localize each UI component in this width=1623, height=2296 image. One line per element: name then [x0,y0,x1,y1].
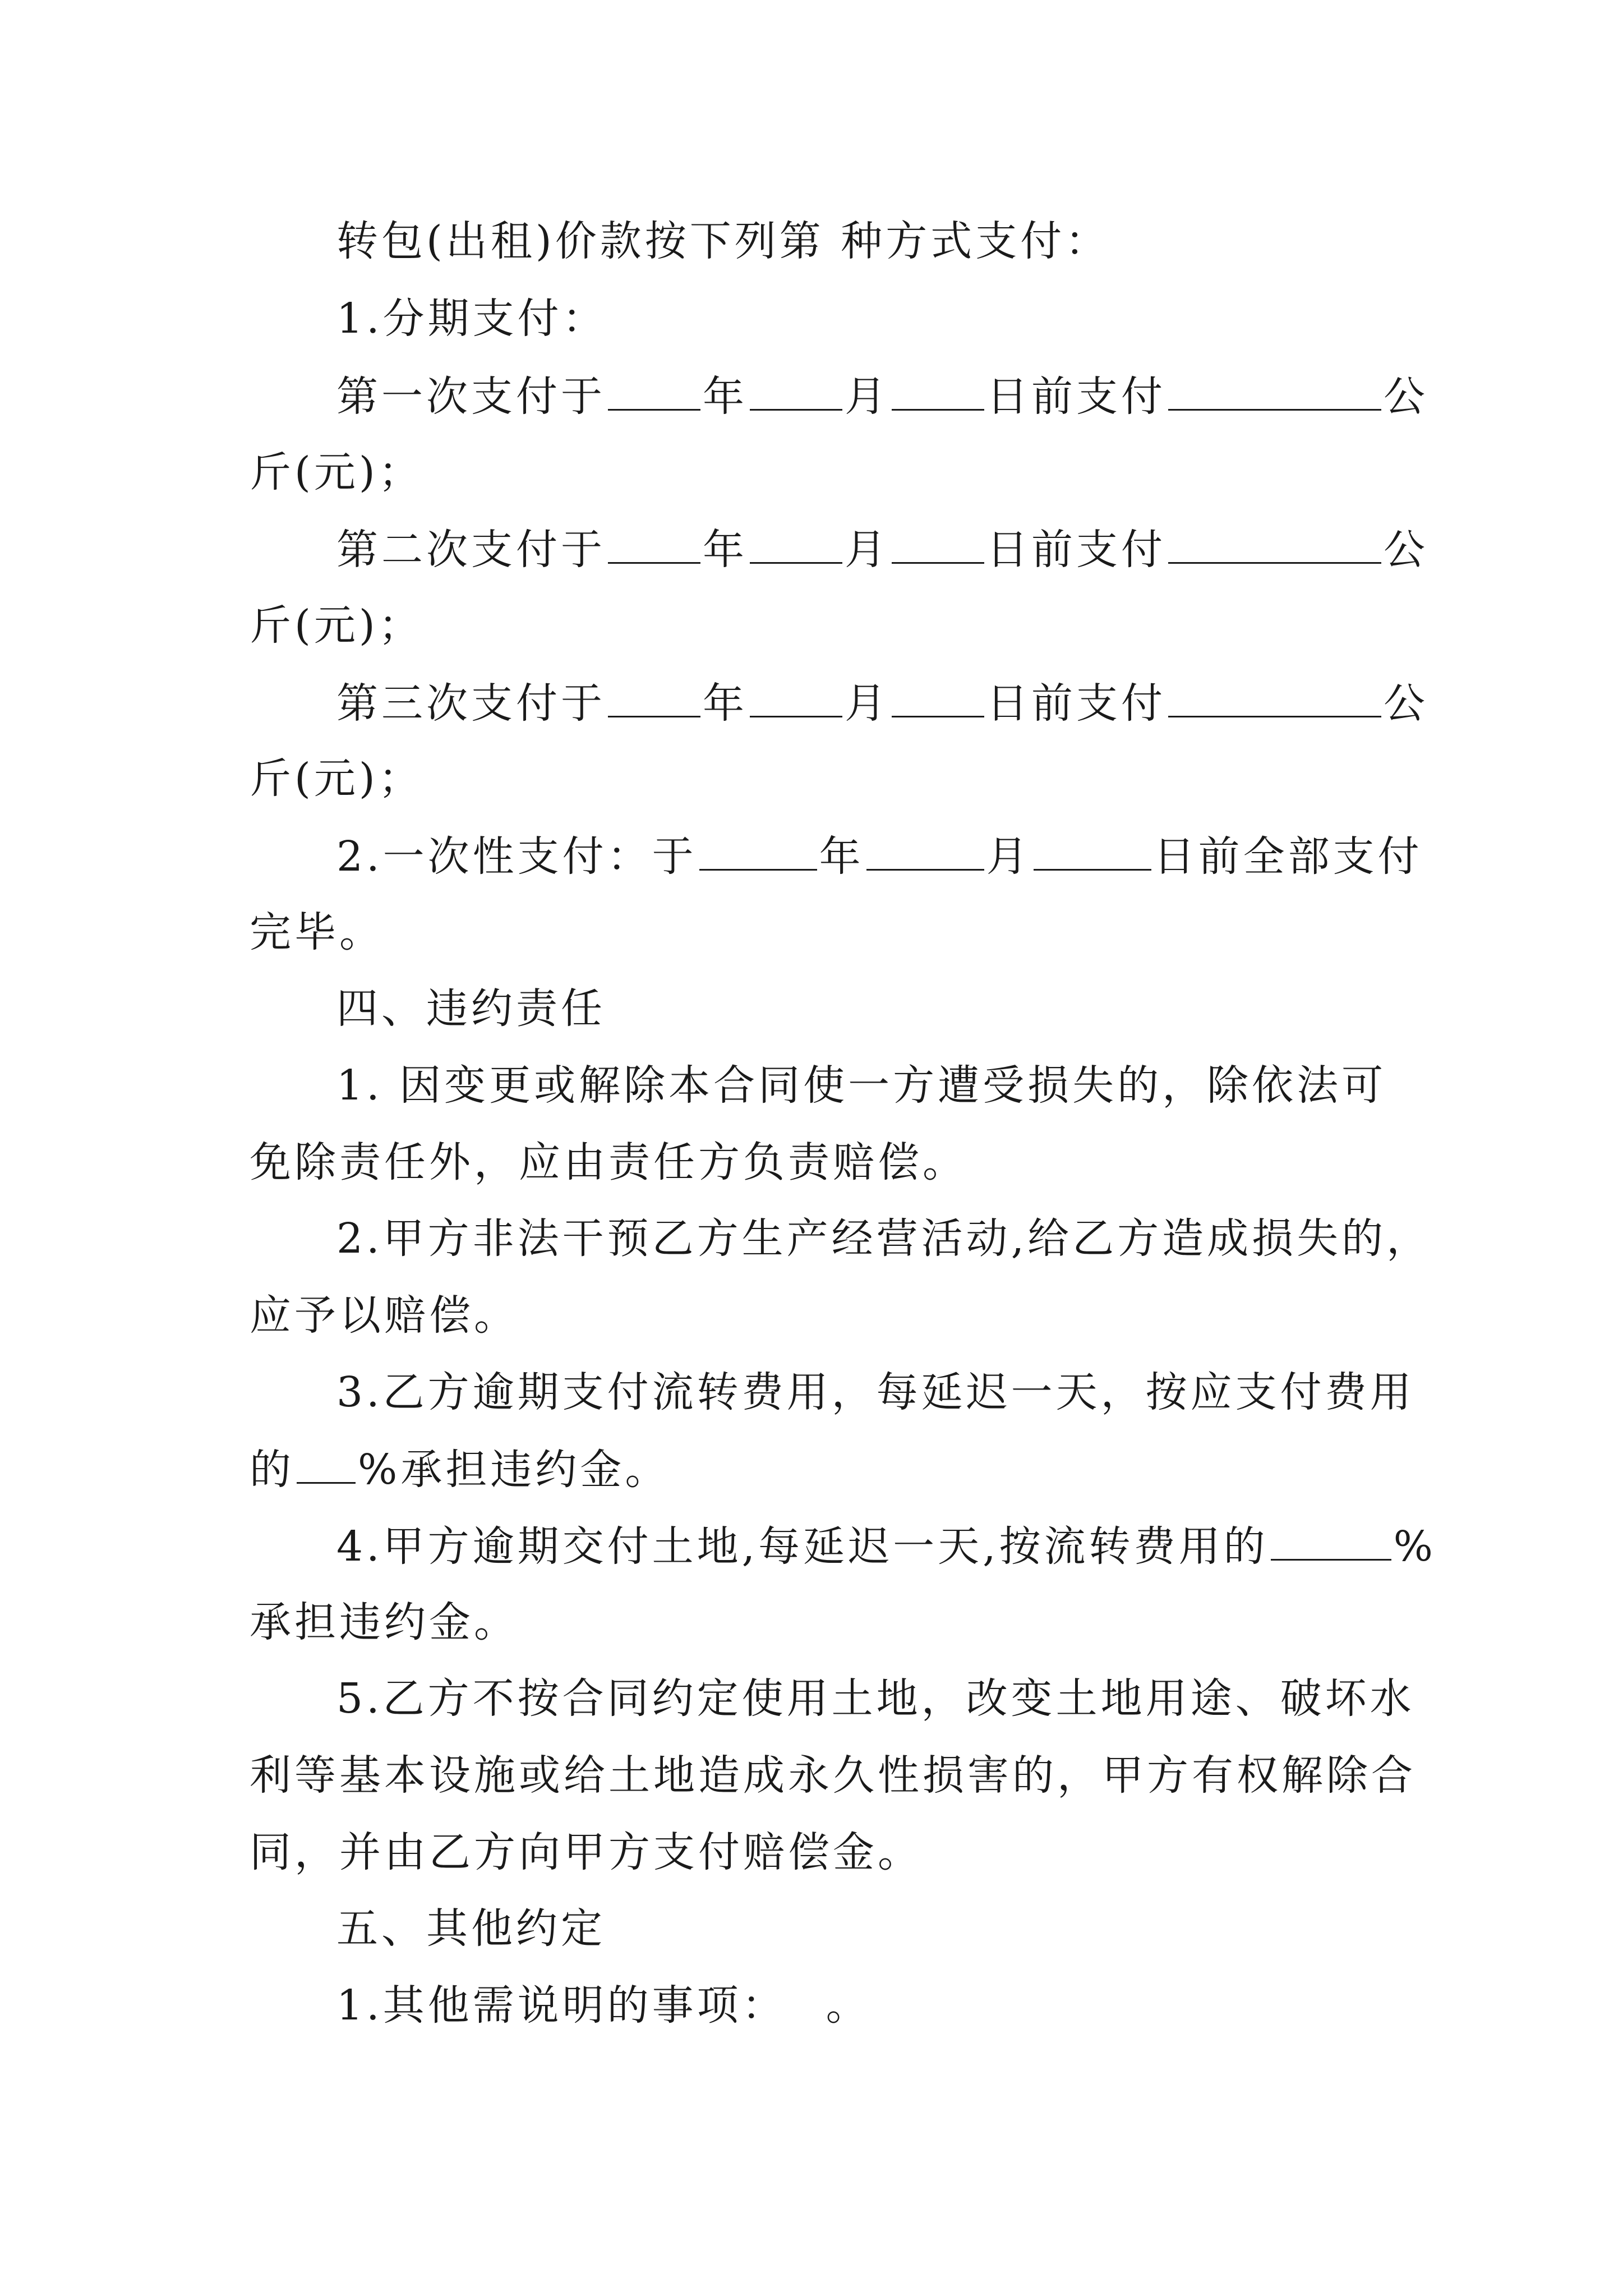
installment-3-unit-text: 斤(元)； [250,754,423,803]
installment-2-unit-text: 斤(元)； [250,601,423,650]
breach-clause-1-line-1 [0,1057,1623,1114]
installment-3-month-blank[interactable] [750,674,842,717]
payment-method-line [0,213,1623,269]
breach-clause-2-text-2: 应予以赔偿。 [250,1291,519,1340]
installment-1-year-blank[interactable] [608,367,700,411]
breach-clause-5-line-3 [0,1824,1623,1880]
breach-clause-2-line-1 [0,1211,1623,1267]
breach-clause-1-text-1: 1. 因变更或解除本合同使一方遭受损失的，除依法可 [336,1061,1387,1110]
breach-clause-4-text-1-post: % [1393,1522,1436,1571]
breach-clause-3-line-2 [0,1441,1623,1497]
lump-sum-line [0,827,1623,884]
installment-2-month-label: 月 [845,526,889,574]
breach-clause-4-percent-blank[interactable] [1271,1517,1391,1561]
installment-3-day-blank[interactable] [892,674,984,717]
payment-method-text: 转包(出租)价款按下列第 种方式支付： [336,217,1110,265]
installment-1-day-label: 日前支付 [986,372,1166,421]
installment-2-line [0,521,1623,577]
breach-clause-1-text-2: 免除责任外，应由责任方负责赔偿。 [250,1138,967,1186]
breach-clause-5-text-1: 5.乙方不按合同约定使用土地，改变土地用途、破坏水 [336,1674,1415,1723]
installment-3-day-label: 日前支付 [986,679,1166,728]
installment-3-prefix: 第三次支付于 [336,679,606,728]
installment-2-amount-blank[interactable] [1168,521,1381,564]
breach-clause-4-line-2 [0,1594,1623,1650]
installment-2-year-blank[interactable] [608,521,700,564]
lump-sum-month-label: 月 [986,832,1031,881]
installment-1-day-blank[interactable] [892,367,984,411]
section-5-heading [0,1901,1623,1957]
lump-sum-prefix: 2.一次性支付：于 [336,832,697,881]
section-4-heading-text: 四、违约责任 [336,984,606,1033]
installment-1-line [0,367,1623,424]
installment-3-amount-blank[interactable] [1168,674,1381,717]
installment-heading [0,291,1623,347]
breach-clause-2-line-2 [0,1287,1623,1343]
installment-1-unit-cont [0,444,1623,500]
installment-2-month-blank[interactable] [750,521,842,564]
installment-1-unit: 公 [1384,372,1428,421]
breach-clause-4-text-2: 承担违约金。 [250,1598,519,1646]
breach-clause-4-text-1-pre: 4.甲方逾期交付土地,每延迟一天,按流转费用的 [336,1522,1269,1571]
breach-clause-5-text-3: 同，并由乙方向甲方支付赔偿金。 [250,1828,923,1876]
breach-clause-4-line-1 [0,1517,1623,1573]
breach-clause-2-text-1: 2.甲方非法干预乙方生产经营活动,给乙方造成损失的， [336,1214,1432,1263]
installment-2-day-blank[interactable] [892,521,984,564]
installment-3-unit-cont [0,751,1623,807]
installment-3-year-label: 年 [703,679,748,728]
installment-3-line [0,674,1623,730]
breach-clause-3-line-1 [0,1364,1623,1420]
other-clause-1-text-post: 。 [826,1981,871,2030]
installment-2-unit-cont [0,597,1623,654]
breach-clause-1-line-2 [0,1134,1623,1190]
installment-heading-text: 1.分期支付： [336,295,607,343]
breach-clause-5-line-1 [0,1671,1623,1727]
installment-3-month-label: 月 [845,679,889,728]
lump-sum-year-label: 年 [819,832,864,881]
installment-1-month-blank[interactable] [750,367,842,411]
breach-clause-3-text-2-pre: 的 [250,1446,294,1494]
breach-clause-3-percent-blank[interactable] [297,1441,356,1484]
installment-2-prefix: 第二次支付于 [336,526,606,574]
lump-sum-year-blank[interactable] [699,827,817,871]
lump-sum-day-label: 日前全部支付 [1153,832,1423,881]
breach-clause-5-text-2: 利等基本设施或给土地造成永久性损害的，甲方有权解除合 [250,1751,1416,1800]
section-5-heading-text: 五、其他约定 [336,1904,606,1953]
other-clause-1-text-pre: 1.其他需说明的事项： [336,1981,787,2030]
installment-3-year-blank[interactable] [608,674,700,717]
lump-sum-cont-text: 完毕。 [250,908,384,956]
lump-sum-day-blank[interactable] [1034,827,1151,871]
section-4-heading [0,981,1623,1037]
lump-sum-month-blank[interactable] [866,827,984,871]
installment-2-day-label: 日前支付 [986,526,1166,574]
installment-1-unit-text: 斤(元)； [250,448,423,496]
installment-3-unit: 公 [1384,679,1428,728]
breach-clause-3-text-1: 3.乙方逾期支付流转费用，每延迟一天，按应支付费用 [336,1368,1415,1416]
installment-1-month-label: 月 [845,372,889,421]
other-clause-1-line [0,1977,1623,2033]
installment-1-prefix: 第一次支付于 [336,372,606,421]
installment-1-year-label: 年 [703,372,748,421]
installment-1-amount-blank[interactable] [1168,367,1381,411]
installment-2-unit: 公 [1384,526,1428,574]
breach-clause-3-text-2-post: %承担违约金。 [358,1446,670,1494]
installment-2-year-label: 年 [703,526,748,574]
breach-clause-5-line-2 [0,1747,1623,1803]
lump-sum-cont [0,904,1623,960]
